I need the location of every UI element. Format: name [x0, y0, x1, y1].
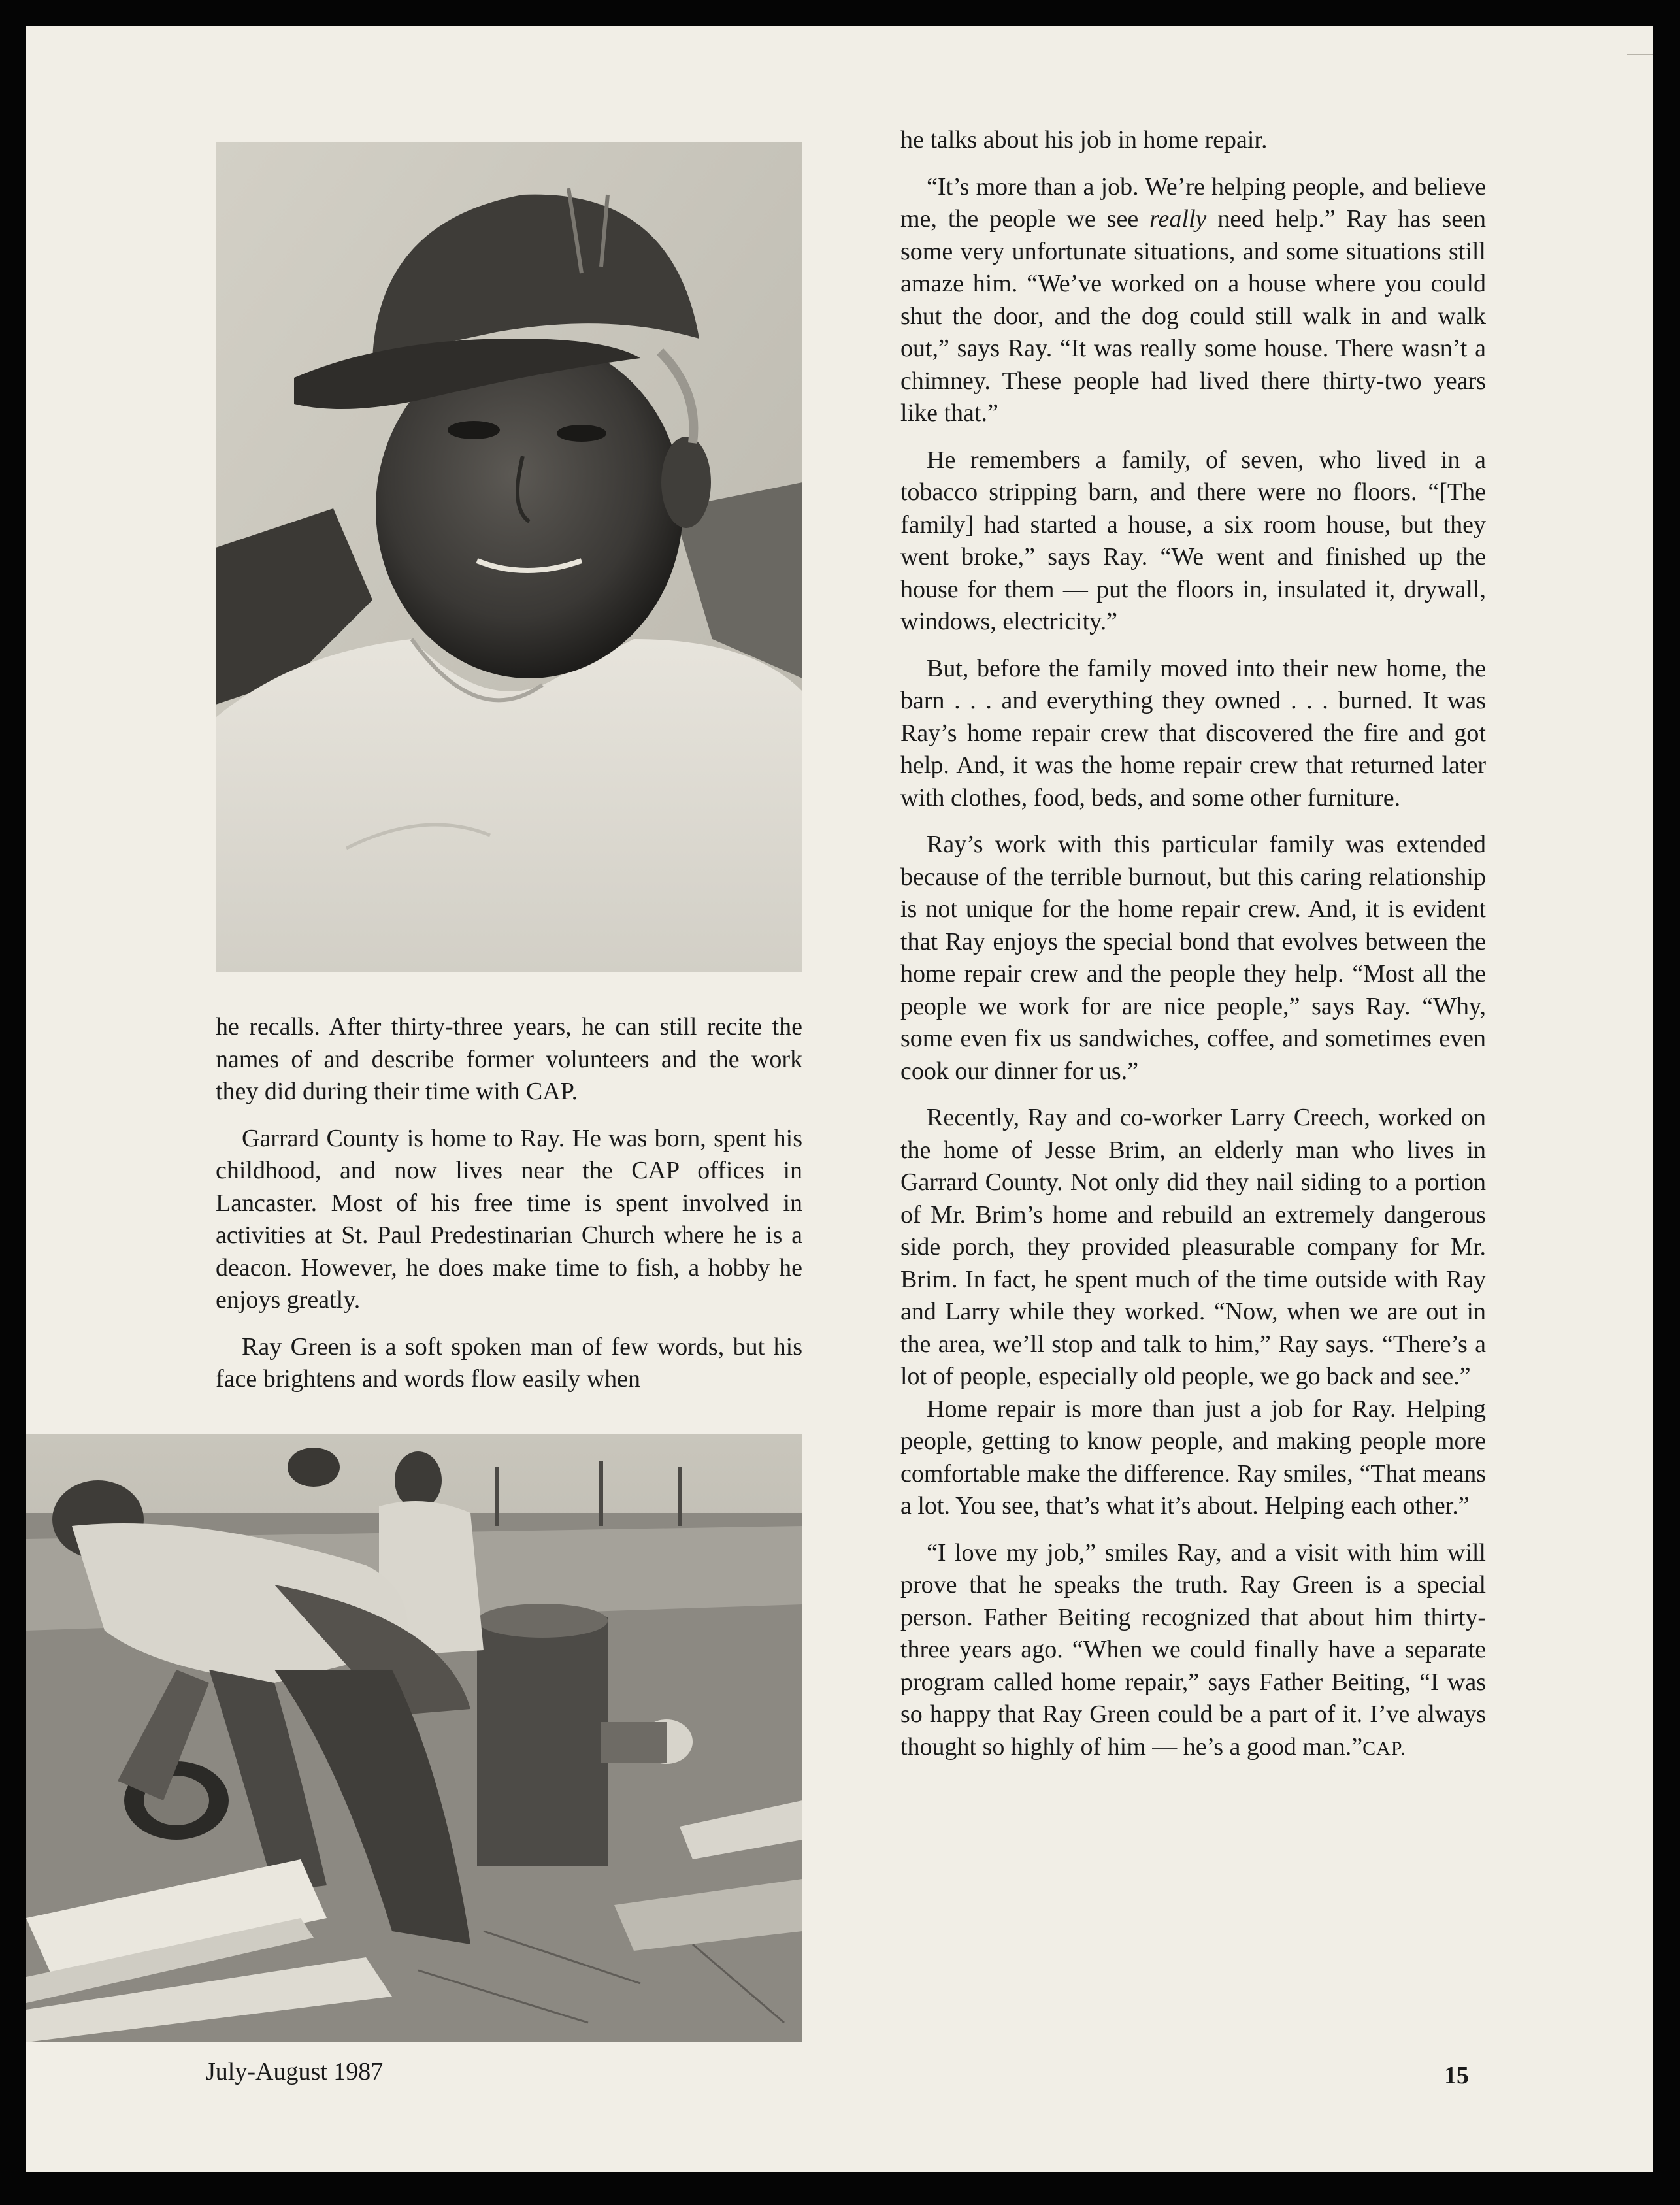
paragraph: he talks about his job in home repair. — [900, 126, 1268, 154]
paragraph: He remembers a family, of seven, who lived in a tobacco stripping barn, and there were no floors. “[The family] had started a house, a six room house, but they went broke,” says Ray. “We went and finished up the house for them — put the floors in, insulated it, drywall, windows, electricity.” — [900, 446, 1486, 635]
page-number: 15 — [1444, 2062, 1469, 2089]
paragraph: Garrard County is home to Ray. He was born, spent his childhood, and now lives near the CAP offices in Lancaster. Most of his free time is spent involved in activities at St. Paul Predestinarian Church where he is a deacon. However, he does make time to fish, a hobby he enjoys greatly. — [216, 1124, 802, 1314]
paragraph: he recalls. After thirty-three years, he can still recite the names of and describe former volunteers and the work they did during their time with CAP. — [216, 1013, 802, 1105]
paragraph: But, before the family moved into their new home, the barn . . . and everything they owned . . . burned. It was Ray’s home repair crew that discovered the fire and got help. And, it was the home repair crew that returned later with clothes, food, beds, and some other furniture. — [900, 654, 1486, 812]
emphasis-text: really — [1149, 205, 1207, 233]
magazine-page — [26, 26, 1653, 2172]
work-photo — [26, 1434, 802, 2042]
paragraph — [900, 1537, 1486, 1765]
right-text-column — [900, 124, 1486, 1765]
issue-date: July-August 1987 — [206, 2058, 384, 2085]
paragraph-text: “I love my job,” smiles Ray, and a visit with him will prove that he speaks the truth. Ray Green is a special person. Father Beiting recognized that about him thirty-three years ago. “When we could finally have a separate program called home repair,” says Father Beiting, “I was so happy that Ray Green could be a part of it. I’ve always thought so highly of him — he’s a good man.” — [900, 1538, 1486, 1761]
home-repair-work-icon — [26, 1434, 802, 2042]
left-text-column — [216, 1011, 802, 1396]
paragraph: Ray’s work with this particular family was extended because of the terrible burnout, but this caring relationship is not unique for the home repair crew. And, it is evident that Ray enjoys the special bond that evolves between the home repair crew and the people they help. “Most all the people we work for are nice people,” says Ray. “Why, some even fix us sandwiches, coffee, and sometimes even cook our dinner for us.” — [900, 831, 1486, 1085]
portrait-photo — [216, 142, 802, 972]
paragraph-text: “It’s more than a job. We’re helping people, and believe me, the people we see — [900, 173, 1486, 233]
portrait-photo-icon — [216, 142, 802, 972]
paragraph: Home repair is more than just a job for Ray. Helping people, getting to know people, and making people more comfortable make the difference. Ray smiles, “That means a lot. You see, that’s what it’s about. Helping each other.” — [900, 1395, 1486, 1519]
paragraph: Recently, Ray and co-worker Larry Creech, worked on the home of Jesse Brim, an elderly man who lives in Garrard County. Not only did they nail siding to a portion of Mr. Brim’s home and rebuild an extremely dangerous side porch, they provided pleasurable company for Mr. Brim. In fact, he spent much of the time outside with Ray and Larry while they worked. “Now, when we are out in the area, we’ll stop and talk to him,” Ray says. “There’s a lot of people, especially old people, we go back and see.” — [900, 1104, 1486, 1390]
paragraph-text: need help.” Ray has seen some very unfortunate situations, and some situations still amaze him. “We’ve worked on a house where you could shut the door, and the dog could still walk in and walk out,” says Ray. “It was really some house. There wasn’t a chimney. These people had lived there thirty-two years like that.” — [900, 205, 1486, 427]
paragraph — [900, 171, 1486, 430]
paragraph: Ray Green is a soft spoken man of few words, but his face brightens and words flow easily when — [216, 1333, 802, 1393]
end-mark: CAP. — [1362, 1737, 1406, 1759]
scan-edge-mark — [1627, 54, 1653, 55]
